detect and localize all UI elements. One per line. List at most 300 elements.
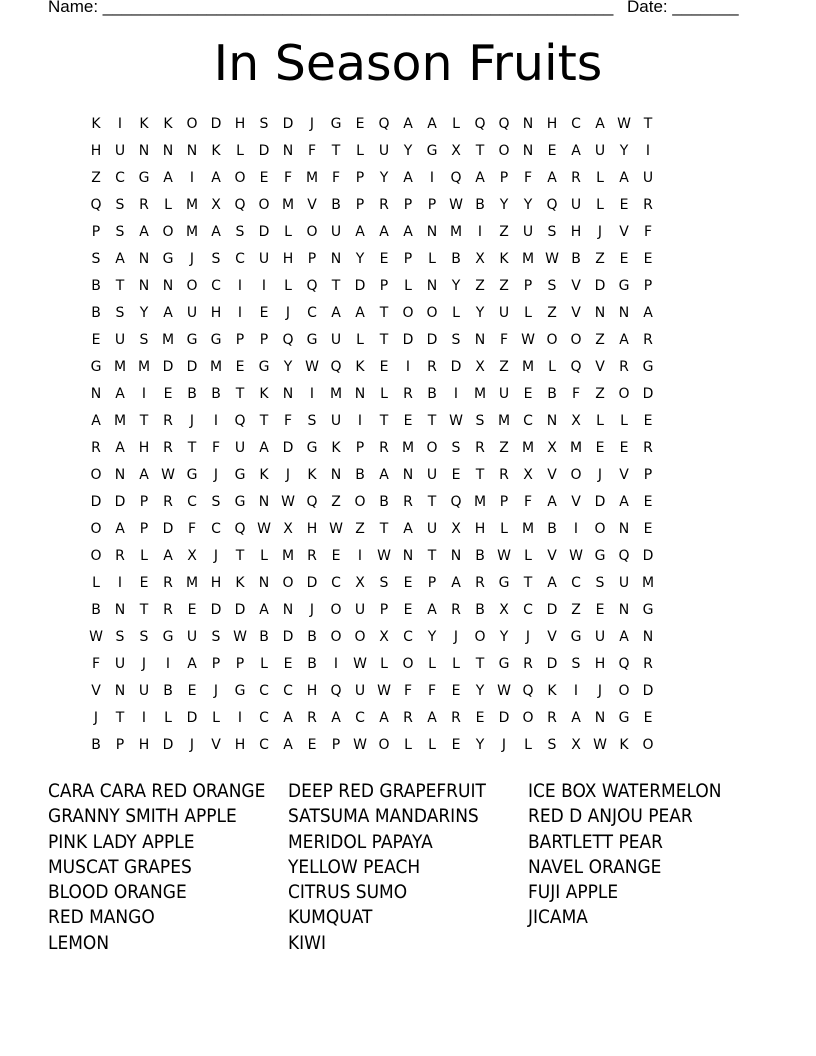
grid-letter: I bbox=[645, 143, 651, 159]
grid-letter: P bbox=[331, 737, 341, 753]
grid-letter: S bbox=[451, 332, 461, 348]
grid-letter: P bbox=[259, 332, 269, 348]
grid-letter: A bbox=[571, 710, 581, 726]
grid-letter: C bbox=[211, 521, 221, 537]
grid-letter: L bbox=[164, 197, 172, 213]
grid-letter: U bbox=[330, 332, 342, 348]
grid-letter: O bbox=[90, 521, 102, 537]
grid-row bbox=[84, 570, 732, 597]
grid-letter: I bbox=[237, 278, 243, 294]
grid-letter: E bbox=[403, 602, 413, 618]
grid-letter: I bbox=[165, 656, 171, 672]
word-list-item: LEMON bbox=[48, 932, 110, 954]
grid-letter: L bbox=[452, 305, 460, 321]
grid-letter: J bbox=[213, 548, 219, 564]
grid-letter: B bbox=[571, 251, 581, 267]
grid-letter: M bbox=[185, 575, 199, 591]
page-title: In Season Fruits bbox=[213, 35, 603, 92]
grid-letter: S bbox=[259, 116, 269, 132]
grid-letter: E bbox=[643, 521, 653, 537]
grid-letter: I bbox=[117, 575, 123, 591]
grid-letter: F bbox=[187, 521, 197, 537]
grid-letter: A bbox=[379, 710, 389, 726]
grid-letter: S bbox=[547, 278, 557, 294]
grid-letter: E bbox=[619, 251, 629, 267]
grid-letter: Q bbox=[474, 116, 486, 132]
grid-letter: J bbox=[285, 467, 291, 483]
grid-letter: M bbox=[449, 224, 463, 240]
grid-letter: S bbox=[547, 224, 557, 240]
grid-letter: S bbox=[115, 629, 125, 645]
grid-letter: P bbox=[523, 278, 533, 294]
grid-letter: M bbox=[569, 440, 583, 456]
grid-letter: L bbox=[524, 548, 532, 564]
grid-letter: A bbox=[547, 170, 557, 186]
grid-letter: T bbox=[331, 278, 341, 294]
grid-letter: H bbox=[138, 737, 150, 753]
grid-letter: E bbox=[619, 440, 629, 456]
grid-letter: D bbox=[162, 521, 174, 537]
grid-letter: J bbox=[597, 224, 603, 240]
grid-letter: I bbox=[573, 683, 579, 699]
grid-letter: R bbox=[643, 656, 653, 672]
grid-letter: H bbox=[282, 251, 294, 267]
grid-letter: H bbox=[306, 521, 318, 537]
grid-letter: F bbox=[307, 143, 317, 159]
grid-row bbox=[84, 543, 732, 570]
grid-letter: F bbox=[643, 224, 653, 240]
grid-letter: S bbox=[547, 737, 557, 753]
grid-letter: U bbox=[594, 629, 606, 645]
grid-letter: W bbox=[617, 116, 631, 132]
grid-letter: W bbox=[89, 629, 103, 645]
grid-letter: N bbox=[138, 143, 150, 159]
grid-letter: H bbox=[306, 683, 318, 699]
grid-letter: B bbox=[355, 467, 365, 483]
grid-letter: C bbox=[235, 251, 245, 267]
grid-letter: X bbox=[379, 629, 389, 645]
grid-letter: U bbox=[498, 305, 510, 321]
grid-letter: M bbox=[473, 386, 487, 402]
grid-letter: O bbox=[642, 737, 654, 753]
grid-letter: L bbox=[596, 197, 604, 213]
grid-letter: A bbox=[547, 575, 557, 591]
grid-letter: B bbox=[475, 197, 485, 213]
grid-letter: R bbox=[427, 359, 437, 375]
date-field-label: Date: _______ bbox=[627, 0, 739, 16]
grid-letter: V bbox=[571, 494, 581, 510]
grid-letter: M bbox=[137, 359, 151, 375]
grid-letter: J bbox=[597, 683, 603, 699]
grid-letter: B bbox=[475, 548, 485, 564]
grid-letter: G bbox=[498, 575, 510, 591]
grid-letter: U bbox=[114, 656, 126, 672]
grid-letter: L bbox=[500, 521, 508, 537]
grid-letter: M bbox=[161, 332, 175, 348]
grid-letter: W bbox=[353, 737, 367, 753]
grid-letter: Z bbox=[499, 224, 509, 240]
grid-letter: A bbox=[619, 629, 629, 645]
grid-letter: U bbox=[570, 197, 582, 213]
grid-letter: P bbox=[139, 521, 149, 537]
grid-letter: Q bbox=[306, 494, 318, 510]
grid-letter: V bbox=[595, 359, 605, 375]
grid-letter: E bbox=[595, 602, 605, 618]
grid-letter: I bbox=[213, 413, 219, 429]
grid-letter: J bbox=[453, 629, 459, 645]
grid-letter: N bbox=[450, 548, 462, 564]
grid-letter: I bbox=[237, 305, 243, 321]
grid-row bbox=[84, 327, 732, 354]
grid-letter: J bbox=[525, 629, 531, 645]
grid-letter: F bbox=[523, 170, 533, 186]
grid-letter: N bbox=[114, 602, 126, 618]
grid-letter: B bbox=[187, 386, 197, 402]
grid-letter: E bbox=[547, 143, 557, 159]
grid-letter: D bbox=[114, 494, 126, 510]
grid-letter: W bbox=[449, 413, 463, 429]
grid-letter: U bbox=[114, 143, 126, 159]
grid-letter: O bbox=[90, 548, 102, 564]
grid-letter: F bbox=[403, 683, 413, 699]
grid-letter: V bbox=[547, 629, 557, 645]
grid-letter: Y bbox=[523, 197, 533, 213]
grid-letter: K bbox=[355, 359, 365, 375]
word-list-item: KUMQUAT bbox=[288, 907, 373, 929]
grid-letter: R bbox=[163, 494, 173, 510]
grid-letter: H bbox=[570, 224, 582, 240]
grid-letter: M bbox=[497, 413, 511, 429]
grid-letter: P bbox=[427, 197, 437, 213]
grid-row bbox=[84, 381, 732, 408]
grid-letter: A bbox=[379, 467, 389, 483]
grid-letter: I bbox=[141, 386, 147, 402]
grid-letter: M bbox=[185, 197, 199, 213]
grid-letter: Y bbox=[139, 305, 149, 321]
grid-letter: O bbox=[426, 305, 438, 321]
grid-letter: A bbox=[259, 602, 269, 618]
grid-letter: U bbox=[330, 413, 342, 429]
grid-letter: X bbox=[355, 575, 365, 591]
grid-letter: L bbox=[164, 710, 172, 726]
grid-letter: K bbox=[139, 116, 149, 132]
grid-letter: N bbox=[402, 467, 414, 483]
grid-letter: Q bbox=[234, 521, 246, 537]
word-list-item: DEEP RED GRAPEFRUIT bbox=[288, 781, 486, 802]
grid-letter: E bbox=[451, 737, 461, 753]
grid-letter: N bbox=[162, 278, 174, 294]
grid-row bbox=[84, 219, 732, 246]
grid-letter: E bbox=[643, 413, 653, 429]
grid-letter: I bbox=[405, 359, 411, 375]
grid-letter: T bbox=[115, 278, 125, 294]
grid-letter: H bbox=[234, 737, 246, 753]
grid-letter: N bbox=[402, 548, 414, 564]
grid-letter: T bbox=[379, 413, 389, 429]
grid-letter: G bbox=[498, 656, 510, 672]
grid-letter: E bbox=[643, 251, 653, 267]
grid-letter: T bbox=[643, 116, 653, 132]
grid-row bbox=[84, 489, 732, 516]
grid-letter: B bbox=[91, 602, 101, 618]
grid-letter: T bbox=[379, 521, 389, 537]
grid-letter: D bbox=[162, 737, 174, 753]
grid-letter: S bbox=[235, 224, 245, 240]
grid-letter: R bbox=[307, 548, 317, 564]
grid-letter: M bbox=[521, 359, 535, 375]
grid-letter: E bbox=[307, 737, 317, 753]
grid-letter: Y bbox=[499, 197, 509, 213]
grid-letter: N bbox=[474, 332, 486, 348]
grid-letter: D bbox=[186, 710, 198, 726]
grid-letter: B bbox=[547, 521, 557, 537]
grid-letter: X bbox=[451, 143, 461, 159]
grid-letter: D bbox=[210, 602, 222, 618]
grid-letter: C bbox=[571, 116, 581, 132]
grid-letter: W bbox=[545, 251, 559, 267]
grid-letter: L bbox=[212, 710, 220, 726]
grid-letter: G bbox=[234, 494, 246, 510]
grid-letter: A bbox=[355, 305, 365, 321]
grid-letter: P bbox=[355, 197, 365, 213]
grid-letter: Q bbox=[618, 548, 630, 564]
grid-letter: O bbox=[522, 710, 534, 726]
grid-letter: B bbox=[91, 737, 101, 753]
grid-letter: K bbox=[307, 467, 317, 483]
grid-letter: M bbox=[521, 521, 535, 537]
grid-letter: O bbox=[570, 332, 582, 348]
grid-letter: D bbox=[498, 710, 510, 726]
grid-letter: D bbox=[282, 116, 294, 132]
grid-letter: Y bbox=[475, 683, 485, 699]
grid-letter: A bbox=[115, 440, 125, 456]
grid-letter: L bbox=[524, 305, 532, 321]
grid-letter: I bbox=[453, 386, 459, 402]
grid-row bbox=[84, 138, 732, 165]
grid-letter: P bbox=[235, 332, 245, 348]
grid-letter: Z bbox=[571, 602, 581, 618]
grid-letter: D bbox=[426, 332, 438, 348]
grid-letter: F bbox=[283, 170, 293, 186]
grid-letter: V bbox=[547, 467, 557, 483]
grid-letter: X bbox=[283, 521, 293, 537]
grid-letter: Z bbox=[499, 278, 509, 294]
grid-letter: B bbox=[211, 386, 221, 402]
grid-letter: T bbox=[235, 386, 245, 402]
grid-letter: U bbox=[186, 629, 198, 645]
grid-letter: I bbox=[573, 521, 579, 537]
grid-letter: Q bbox=[234, 413, 246, 429]
grid-letter: O bbox=[546, 332, 558, 348]
grid-letter: O bbox=[258, 197, 270, 213]
grid-letter: Q bbox=[282, 332, 294, 348]
grid-letter: A bbox=[427, 602, 437, 618]
grid-letter: O bbox=[90, 467, 102, 483]
grid-letter: D bbox=[402, 332, 414, 348]
grid-letter: L bbox=[428, 737, 436, 753]
grid-letter: S bbox=[595, 575, 605, 591]
grid-letter: N bbox=[186, 143, 198, 159]
grid-letter: S bbox=[115, 305, 125, 321]
word-list-item: PINK LADY APPLE bbox=[48, 831, 195, 853]
grid-letter: I bbox=[357, 413, 363, 429]
grid-letter: A bbox=[619, 170, 629, 186]
grid-letter: E bbox=[403, 575, 413, 591]
grid-letter: I bbox=[189, 170, 195, 186]
grid-letter: Z bbox=[499, 440, 509, 456]
grid-letter: D bbox=[186, 359, 198, 375]
grid-letter: A bbox=[427, 116, 437, 132]
grid-letter: C bbox=[259, 737, 269, 753]
grid-letter: N bbox=[522, 143, 534, 159]
grid-letter: Q bbox=[306, 278, 318, 294]
grid-letter: J bbox=[213, 683, 219, 699]
grid-letter: M bbox=[281, 197, 295, 213]
grid-letter: V bbox=[571, 278, 581, 294]
grid-letter: L bbox=[428, 656, 436, 672]
grid-letter: A bbox=[355, 224, 365, 240]
grid-row bbox=[84, 462, 732, 489]
grid-letter: Z bbox=[499, 359, 509, 375]
grid-letter: P bbox=[499, 170, 509, 186]
grid-letter: Y bbox=[451, 278, 461, 294]
grid-letter: U bbox=[642, 170, 654, 186]
grid-letter: U bbox=[186, 305, 198, 321]
grid-letter: D bbox=[594, 278, 606, 294]
grid-letter: T bbox=[331, 143, 341, 159]
grid-letter: L bbox=[380, 656, 388, 672]
grid-letter: O bbox=[570, 467, 582, 483]
grid-letter: A bbox=[427, 710, 437, 726]
grid-letter: R bbox=[643, 332, 653, 348]
grid-letter: C bbox=[115, 170, 125, 186]
grid-letter: P bbox=[355, 170, 365, 186]
grid-letter: F bbox=[523, 494, 533, 510]
grid-letter: E bbox=[355, 116, 365, 132]
grid-letter: P bbox=[91, 224, 101, 240]
grid-letter: N bbox=[330, 467, 342, 483]
grid-letter: P bbox=[211, 656, 221, 672]
grid-letter: I bbox=[333, 656, 339, 672]
grid-letter: I bbox=[261, 278, 267, 294]
grid-letter: M bbox=[473, 494, 487, 510]
grid-letter: B bbox=[91, 305, 101, 321]
grid-letter: E bbox=[595, 440, 605, 456]
grid-letter: A bbox=[211, 170, 221, 186]
grid-letter: O bbox=[498, 143, 510, 159]
grid-letter: C bbox=[259, 683, 269, 699]
grid-letter: R bbox=[571, 170, 581, 186]
grid-letter: N bbox=[546, 413, 558, 429]
grid-letter: X bbox=[187, 548, 197, 564]
grid-letter: T bbox=[259, 413, 269, 429]
grid-letter: W bbox=[497, 683, 511, 699]
grid-letter: M bbox=[329, 386, 343, 402]
grid-letter: N bbox=[114, 683, 126, 699]
grid-letter: S bbox=[139, 629, 149, 645]
grid-letter: A bbox=[403, 170, 413, 186]
grid-letter: R bbox=[91, 440, 101, 456]
grid-letter: A bbox=[403, 521, 413, 537]
grid-letter: M bbox=[281, 548, 295, 564]
grid-letter: O bbox=[186, 116, 198, 132]
grid-letter: V bbox=[547, 548, 557, 564]
grid-letter: G bbox=[186, 332, 198, 348]
grid-letter: P bbox=[307, 251, 317, 267]
grid-letter: Y bbox=[499, 629, 509, 645]
grid-letter: T bbox=[187, 440, 197, 456]
grid-letter: J bbox=[141, 656, 147, 672]
grid-letter: C bbox=[283, 683, 293, 699]
grid-letter: R bbox=[403, 386, 413, 402]
grid-letter: D bbox=[210, 116, 222, 132]
grid-letter: O bbox=[402, 656, 414, 672]
grid-letter: A bbox=[139, 467, 149, 483]
grid-letter: S bbox=[571, 656, 581, 672]
grid-letter: G bbox=[306, 440, 318, 456]
grid-letter: G bbox=[186, 467, 198, 483]
grid-letter: K bbox=[499, 251, 509, 267]
grid-letter: Z bbox=[331, 494, 341, 510]
grid-letter: Q bbox=[330, 359, 342, 375]
grid-letter: A bbox=[451, 575, 461, 591]
grid-letter: Z bbox=[595, 332, 605, 348]
grid-letter: S bbox=[451, 440, 461, 456]
grid-letter: H bbox=[210, 575, 222, 591]
grid-letter: B bbox=[91, 278, 101, 294]
grid-letter: R bbox=[451, 602, 461, 618]
grid-letter: U bbox=[594, 143, 606, 159]
grid-letter: E bbox=[379, 251, 389, 267]
grid-letter: F bbox=[499, 332, 509, 348]
grid-letter: W bbox=[497, 548, 511, 564]
grid-letter: F bbox=[427, 683, 437, 699]
grid-letter: S bbox=[211, 251, 221, 267]
grid-letter: O bbox=[354, 629, 366, 645]
grid-letter: Y bbox=[379, 170, 389, 186]
grid-letter: T bbox=[139, 413, 149, 429]
grid-letter: U bbox=[138, 683, 150, 699]
grid-letter: I bbox=[141, 710, 147, 726]
grid-letter: G bbox=[426, 143, 438, 159]
grid-letter: H bbox=[474, 521, 486, 537]
grid-letter: P bbox=[427, 575, 437, 591]
grid-letter: D bbox=[354, 278, 366, 294]
grid-letter: U bbox=[234, 440, 246, 456]
grid-letter: V bbox=[619, 467, 629, 483]
grid-letter: L bbox=[284, 278, 292, 294]
grid-letter: N bbox=[594, 305, 606, 321]
grid-letter: N bbox=[258, 575, 270, 591]
grid-letter: Q bbox=[378, 116, 390, 132]
grid-letter: M bbox=[641, 575, 655, 591]
grid-row bbox=[84, 273, 732, 300]
grid-letter: R bbox=[643, 197, 653, 213]
grid-letter: W bbox=[257, 521, 271, 537]
grid-letter: T bbox=[427, 548, 437, 564]
word-search-grid bbox=[84, 111, 732, 759]
grid-letter: Z bbox=[595, 251, 605, 267]
grid-letter: T bbox=[139, 602, 149, 618]
grid-letter: Q bbox=[450, 170, 462, 186]
grid-letter: G bbox=[642, 359, 654, 375]
grid-letter: A bbox=[331, 305, 341, 321]
word-list-item: CITRUS SUMO bbox=[288, 882, 408, 904]
grid-letter: W bbox=[281, 494, 295, 510]
grid-letter: L bbox=[452, 656, 460, 672]
grid-letter: S bbox=[211, 494, 221, 510]
grid-letter: S bbox=[91, 251, 101, 267]
